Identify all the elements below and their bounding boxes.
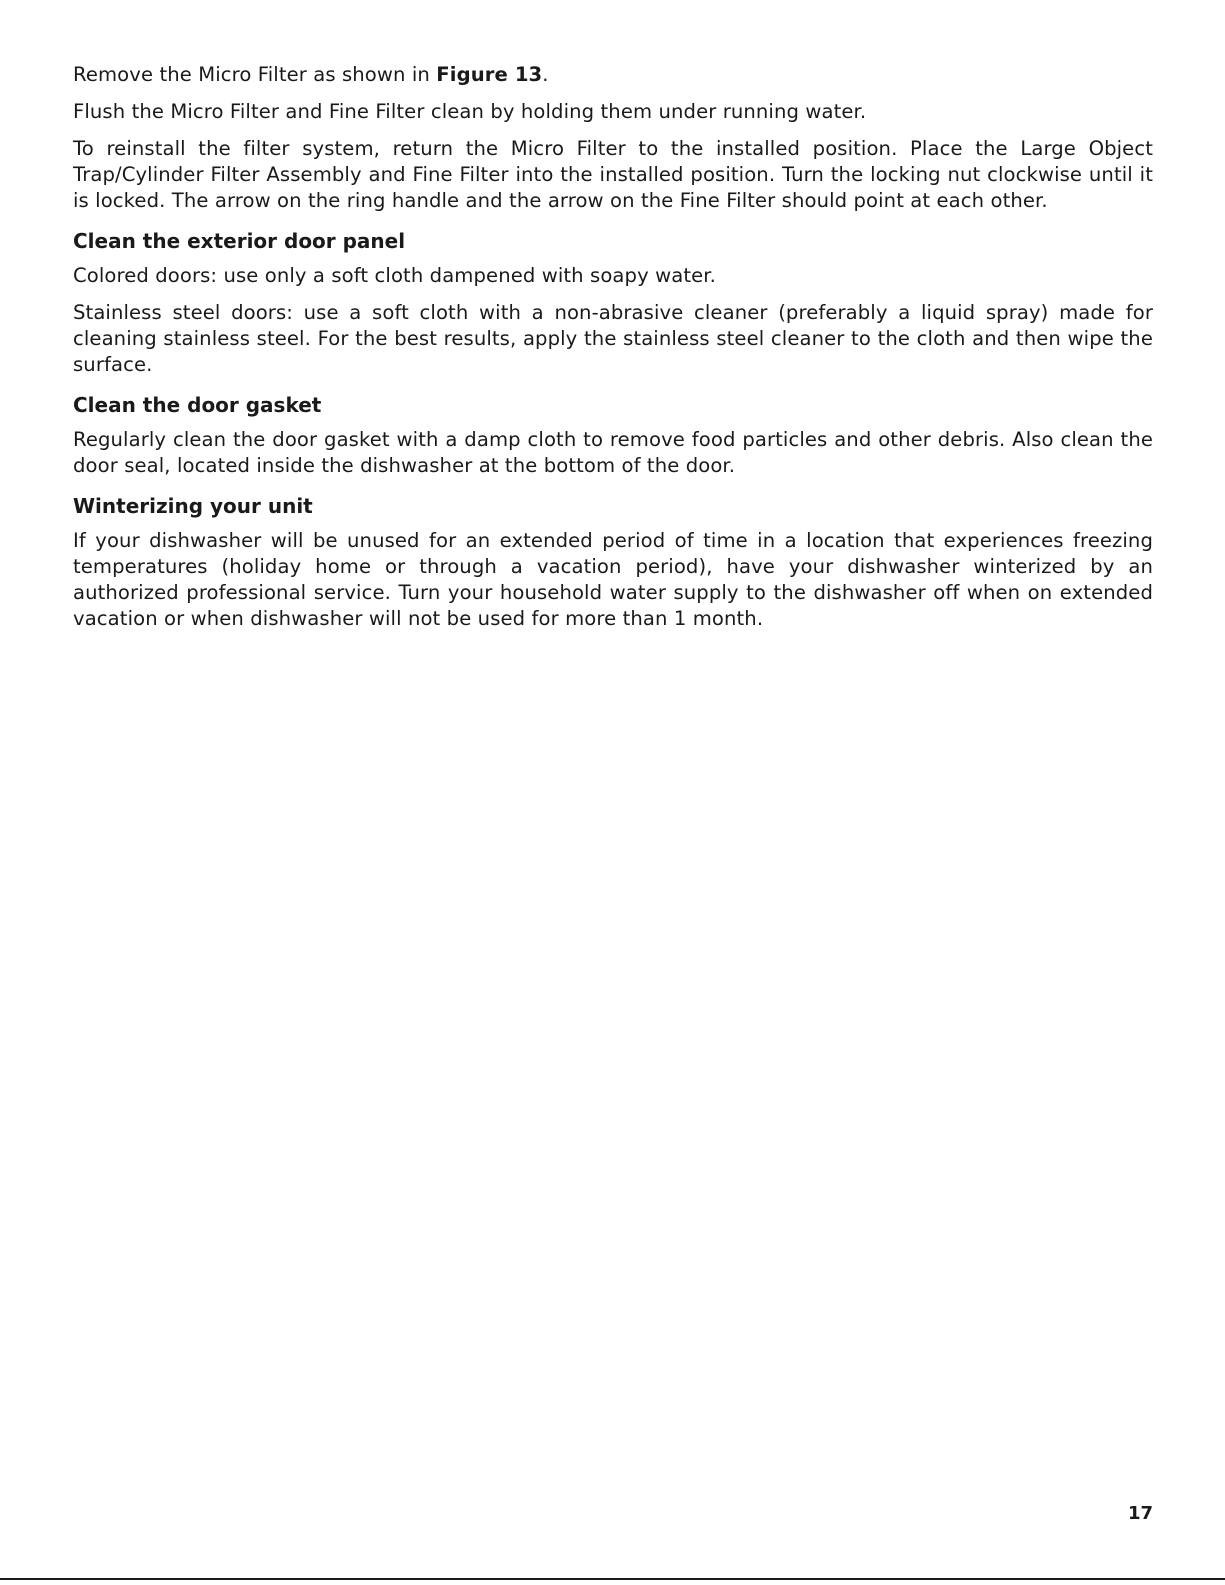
paragraph-door-gasket: Regularly clean the door gasket with a damp cloth to remove food particles and other debris. Also clean the door seal, located inside the dishwasher at the bottom of the door.	[73, 428, 1153, 477]
text-period: .	[542, 63, 549, 86]
paragraph-stainless-steel-doors: Stainless steel doors: use a soft cloth with a non-abrasive cleaner (preferably a liquid spray) made for cleaning stainless steel. For the best results, apply the stainless steel cleaner to the cloth and then wipe the surface.	[73, 301, 1153, 376]
paragraph-flush-filters: Flush the Micro Filter and Fine Filter clean by holding them under running water.	[73, 100, 867, 123]
figure-reference: Figure 13	[436, 63, 543, 86]
paragraph-remove-micro-filter	[73, 62, 1153, 88]
text-remove-micro-filter: Remove the Micro Filter as shown in	[73, 63, 437, 86]
heading-clean-exterior-door-panel: Clean the exterior door panel	[73, 229, 406, 253]
heading-winterizing: Winterizing your unit	[73, 494, 313, 518]
bottom-rule	[0, 1578, 1225, 1580]
page-number: 17	[1127, 1503, 1153, 1524]
paragraph-colored-doors: Colored doors: use only a soft cloth dampened with soapy water.	[73, 264, 716, 287]
paragraph-winterizing: If your dishwasher will be unused for an extended period of time in a location that experiences freezing temperatures (holiday home or through a vacation period), have your dishwasher winterized by an authorized professional service. Turn your household water supply to the dishwasher off when on extended vacation or when dishwasher will not be used for more than 1 month.	[73, 529, 1153, 630]
paragraph-reinstall-filter: To reinstall the filter system, return the Micro Filter to the installed position. Place the Large Object Trap/Cylinder Filter Assembly and Fine Filter into the installed position. Turn the locking nut clockwise until it is locked. The arrow on the ring handle and the arrow on the Fine Filter should point at each other.	[73, 137, 1153, 212]
page-content	[73, 62, 1153, 643]
heading-clean-door-gasket: Clean the door gasket	[73, 393, 322, 417]
